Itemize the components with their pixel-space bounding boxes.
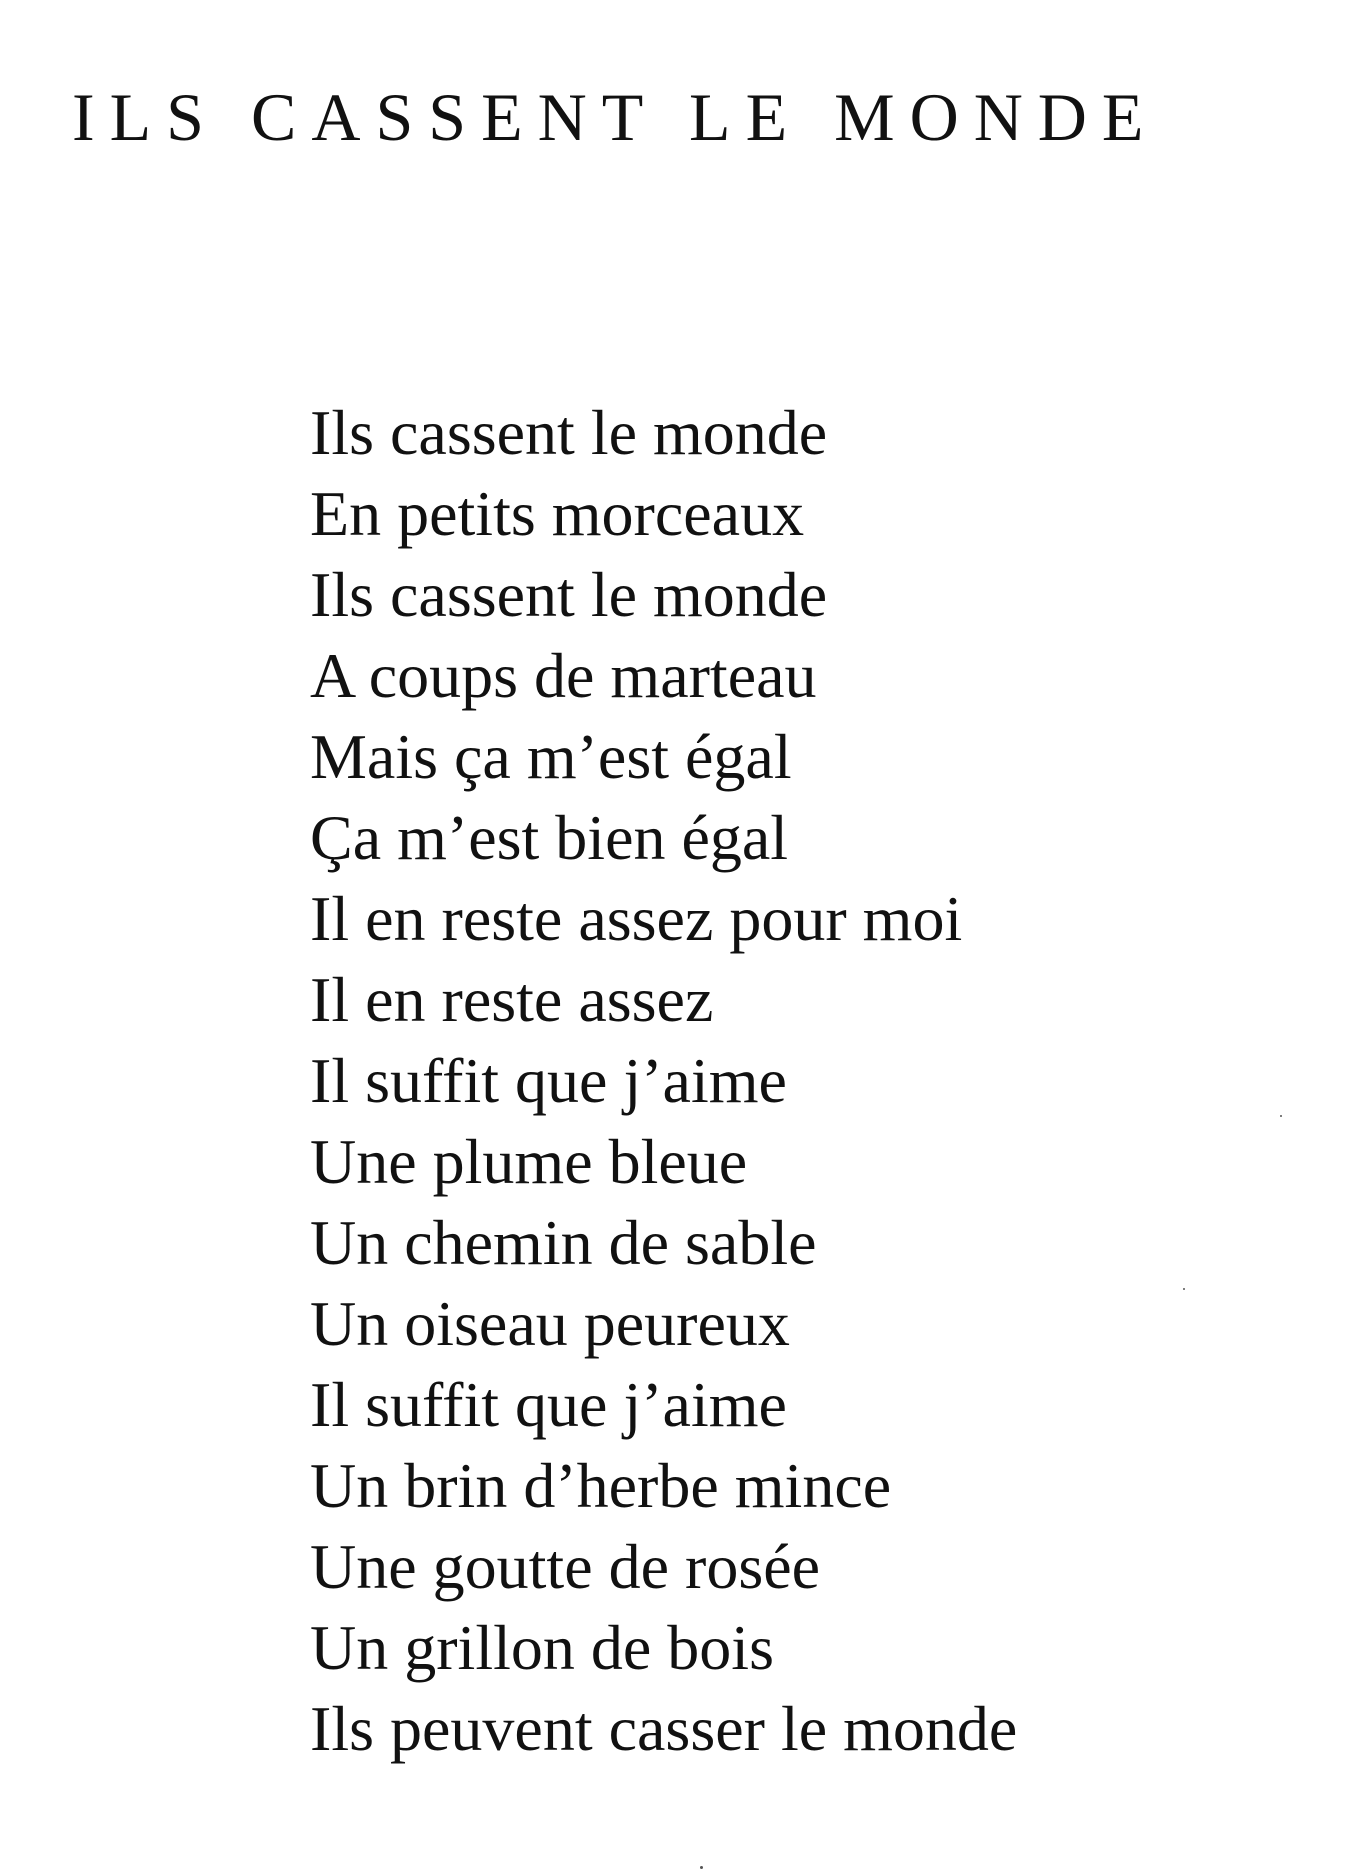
poem-title: ILS CASSENT LE MONDE — [72, 79, 1159, 155]
verse-line: Un brin d’herbe mince — [310, 1450, 892, 1521]
verse-line: Mais ça m’est égal — [310, 721, 792, 792]
verse-line: Il suffit que j’aime — [310, 1045, 787, 1116]
verse-line: Ils cassent le monde — [310, 559, 828, 630]
verse-line: Un oiseau peureux — [310, 1288, 790, 1359]
scan-speck — [700, 1866, 703, 1869]
verse-line: Ça m’est bien égal — [310, 802, 789, 873]
poem-body — [310, 392, 1330, 1769]
verse-line: Un grillon de bois — [310, 1612, 774, 1683]
verse-line: Une goutte de rosée — [310, 1531, 821, 1602]
verse-line: Il suffit que j’aime — [310, 1369, 787, 1440]
verse-line: Ils peuvent casser le monde — [310, 1693, 1018, 1764]
scan-speck — [1183, 1288, 1185, 1290]
verse-line: En petits morceaux — [310, 478, 805, 549]
verse-line: Une plume bleue — [310, 1126, 748, 1197]
verse-line: Il en reste assez pour moi — [310, 883, 963, 954]
verse-line: A coups de marteau — [310, 640, 817, 711]
verse-line: Il en reste assez — [310, 964, 714, 1035]
scan-speck — [1280, 1115, 1282, 1117]
verse-line: Un chemin de sable — [310, 1207, 817, 1278]
verse-line: Ils cassent le monde — [310, 397, 828, 468]
